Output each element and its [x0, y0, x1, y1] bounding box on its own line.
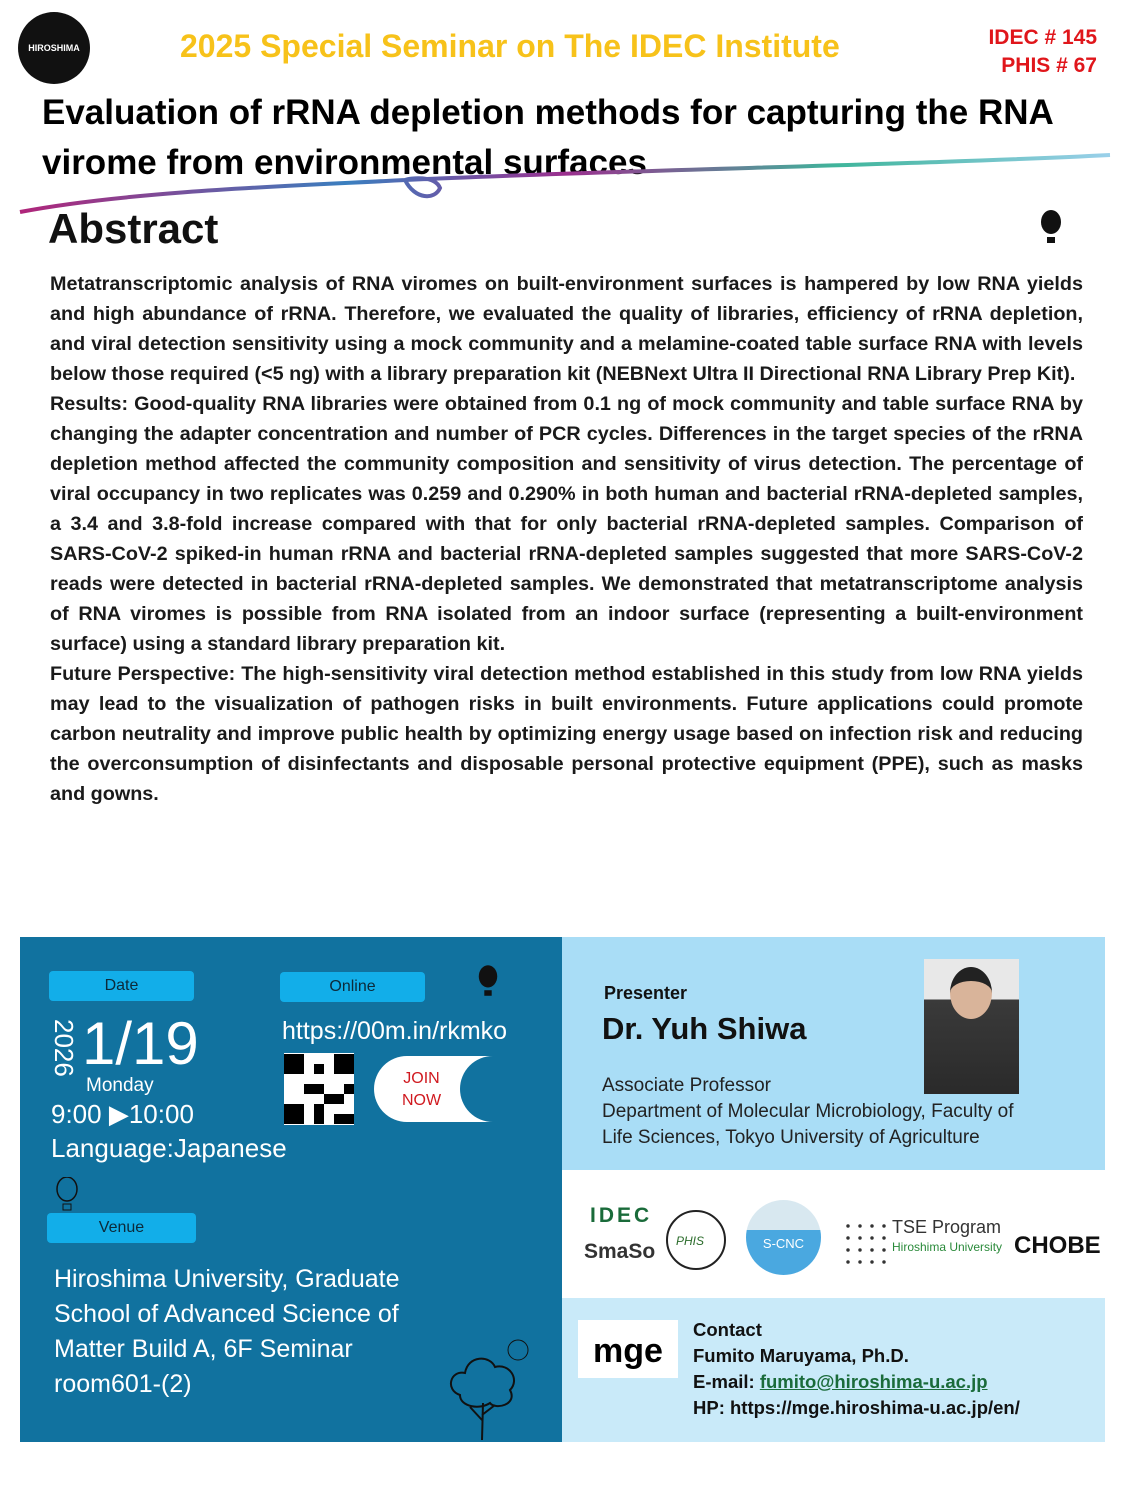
seminar-title: 2025 Special Seminar on The IDEC Institute	[180, 28, 840, 64]
event-info-panel	[20, 937, 562, 1442]
venue-line: Matter Build A, 6F Seminar	[54, 1335, 353, 1363]
now-text: NOW	[401, 1092, 442, 1109]
venue-line: School of Advanced Science of	[54, 1300, 399, 1328]
idec-number: IDEC # 145	[988, 26, 1097, 49]
join-text: JOIN	[403, 1070, 440, 1087]
hot-air-balloon-icon	[1038, 210, 1064, 244]
presenter-label: Presenter	[604, 983, 688, 1003]
idec-logo: IDEC	[590, 1204, 653, 1227]
presenter-details	[602, 1073, 1013, 1151]
time	[51, 1099, 194, 1130]
tree-icon	[440, 1335, 530, 1442]
venue-line: room601-(2)	[54, 1370, 192, 1398]
language: Language:Japanese	[51, 1133, 287, 1163]
abstract-future: Future Perspective: The high-sensitivity viral detection method established in this study from low RNA yields may lead to the visualization of pathogen risks in built environments. Future applications could promote carbon neutrality and improve public health by optimizing energy usage based on infection risk and reducing the overconsumption of disinfectants and disposable personal protective equipment (PPE), such as masks and gowns.	[50, 663, 1083, 805]
contact-panel	[562, 1298, 1105, 1442]
weekday: Monday	[86, 1075, 154, 1096]
contact-name: Fumito Maruyama, Ph.D.	[693, 1345, 909, 1366]
abstract-results: Results: Good-quality RNA libraries were obtained from 0.1 ng of mock community and table surface RNA by changing the adapter concentration and number of PCR cycles. Differences in the target species of the rRNA depletion method affected the community composition and sensitivity of virus detection. The percentage of viral occupancy in two replicates was 0.259 and 0.290% in both human and bacterial rRNA-depleted samples, a 3.4 and 3.8-fold increase compared with that for only bacterial rRNA-depleted samples. Comparison of SARS-CoV-2 spiked-in human rRNA and bacterial rRNA-depleted samples suggested that more SARS-CoV-2 reads were detected in bacterial rRNA-depleted samples. We demonstrated that metatranscriptome analysis of RNA viromes is possible from RNA isolated from an indoor surface (representing a built-environment surface) using a standard library preparation kit.	[50, 393, 1083, 655]
year: 2026	[49, 1019, 79, 1077]
contact-email-row	[693, 1369, 1020, 1395]
presenter-affiliation: Life Sciences, Tokyo University of Agriculture	[602, 1127, 980, 1148]
tse-logo-mark	[842, 1220, 890, 1264]
qr-code[interactable]	[284, 1053, 354, 1125]
venue-line: Hiroshima University, Graduate	[54, 1265, 400, 1293]
tse-logo: TSE Program	[892, 1217, 1002, 1237]
chobe-logo: CHOBE	[1014, 1232, 1101, 1259]
sponsor-logos	[562, 1170, 1105, 1298]
phis-number: PHIS # 67	[1001, 54, 1097, 77]
time-end: 10:00	[128, 1099, 194, 1129]
date: 1/19	[82, 1010, 199, 1077]
scnc-logo: S-CNC	[746, 1200, 821, 1275]
homepage: HP: https://mge.hiroshima-u.ac.jp/en/	[693, 1397, 1020, 1418]
presenter-affiliation: Department of Molecular Microbiology, Faculty of	[602, 1101, 1014, 1122]
mge-logo: mge	[578, 1320, 678, 1378]
presenter-name: Dr. Yuh Shiwa	[602, 1011, 807, 1046]
email-label: E-mail:	[693, 1371, 760, 1392]
abstract-body	[50, 269, 1083, 809]
hiroshima-university-logo	[18, 12, 90, 84]
abstract-intro: Metatranscriptomic analysis of RNA viromes on built-environment surfaces is hampered by low RNA yields and high abundance of rRNA. Therefore, we evaluated the quality of libraries, efficiency of rRNA depletion, and viral detection sensitivity using a mock community and a melamine-coated table surface RNA with levels below those required (<5 ng) with a library preparation kit (NEBNext Ultra II Directional RNA Library Prep Kit).	[50, 273, 1083, 385]
online-label: Online	[280, 972, 425, 1002]
venue-label: Venue	[47, 1213, 196, 1243]
tse-logo-sub: Hiroshima University	[892, 1240, 1003, 1254]
presenter-position: Associate Professor	[602, 1075, 771, 1096]
email-link[interactable]: fumito@hiroshima-u.ac.jp	[759, 1371, 988, 1392]
hot-air-balloon-icon	[476, 965, 500, 997]
arrow-icon: ▶	[108, 1099, 129, 1129]
contact-label: Contact	[693, 1319, 762, 1340]
time-start: 9:00	[51, 1099, 102, 1129]
talk-title: Evaluation of rRNA depletion methods for capturing the RNA virome from environmental surfaces	[42, 93, 1053, 182]
logo-text: HIROSHIMA	[28, 43, 80, 53]
seminar-ids	[988, 24, 1097, 80]
hot-air-balloon-icon	[54, 1177, 80, 1211]
contact-details	[693, 1317, 1020, 1421]
smaso-logo: SmaSo	[584, 1240, 656, 1263]
online-url[interactable]: https://00m.in/rkmko	[282, 1017, 508, 1045]
presenter-panel	[562, 937, 1105, 1170]
date-label: Date	[49, 971, 194, 1001]
venue-address	[54, 1262, 399, 1402]
abstract-heading: Abstract	[48, 205, 219, 252]
phis-logo: PHIS	[666, 1210, 726, 1270]
